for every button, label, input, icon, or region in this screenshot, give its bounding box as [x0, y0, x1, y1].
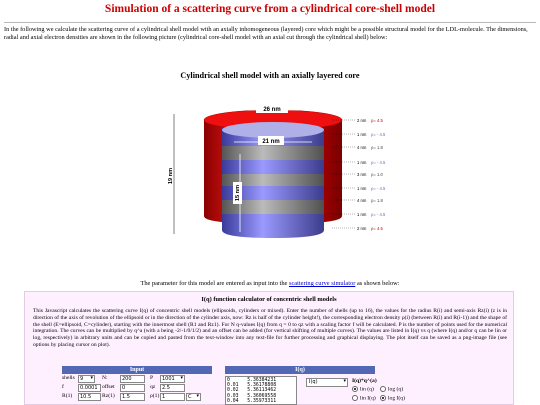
r1-label: R(1) — [62, 393, 73, 399]
layer-thickness-6: 1 nm — [357, 185, 367, 191]
rho1-label: ρ(1) — [150, 393, 160, 399]
f-label: f — [62, 384, 64, 390]
layer-density-2: ρ= - 4.5 — [371, 131, 386, 137]
output-line: 0.03 5.36069558 — [227, 393, 277, 399]
title-divider — [4, 22, 536, 23]
radio-dot[interactable] — [352, 386, 358, 392]
layer-thickness-9: 2 nm — [357, 225, 367, 231]
model-figure-svg — [160, 84, 390, 264]
radio-dot[interactable] — [380, 395, 386, 401]
layer-density-7: ρ= 1.8 — [371, 197, 383, 203]
p-select[interactable]: 1001 ▾ — [160, 375, 185, 383]
output-line: 0.02 5.36113462 — [227, 388, 277, 394]
layer-thickness-4: 1 nm — [357, 159, 367, 165]
scale-header: I(q)*q^(a) — [352, 378, 377, 384]
layer-thickness-8: 1 nm — [357, 211, 367, 217]
dim-core-height-label: 15 nm — [235, 184, 241, 202]
layer-thickness-5: 3 nm — [357, 171, 367, 177]
dim-outer-label: 26 nm — [263, 107, 281, 113]
qz-input[interactable]: 2.5 — [160, 384, 185, 392]
qz-label: qz — [150, 384, 156, 390]
output-header: I(q) — [225, 366, 375, 374]
core-band-1 — [222, 146, 324, 160]
dim-height-label: 19 nm — [168, 167, 174, 185]
shape1-select[interactable]: C ▾ — [186, 393, 201, 401]
layer-thickness-2: 1 nm — [357, 131, 367, 137]
rho1-input[interactable]: 1 — [160, 393, 185, 401]
n-input[interactable]: 200 — [120, 375, 145, 383]
radio-label: log (q) — [388, 386, 404, 393]
radio-dot[interactable] — [352, 395, 358, 401]
input-header: Input — [62, 366, 212, 374]
model-figure — [160, 84, 390, 264]
radio-label: log I(q) — [388, 395, 405, 402]
input-row-1 — [62, 374, 212, 383]
core-top — [222, 122, 324, 138]
layer-density-4: ρ= - 4.5 — [371, 159, 386, 165]
output-line: 0 5.36384231 — [227, 378, 277, 383]
scale-radio-2[interactable] — [380, 386, 403, 392]
shells-label: shells — [62, 375, 75, 381]
layer-thickness-1: 2 nm — [357, 117, 367, 123]
p-label: P — [150, 375, 154, 381]
intro-paragraph: In the following we calculate the scattering curve of a cylindrical shell model with an axially inhomogeneous (layered) core which might be a possible structural model for the LDL-molecule. The dimensions, radial and axial electron densities are shown in the following picture (cylindrical core-shell model with an axial cut through the cylindrical shell) below: — [4, 26, 528, 41]
param-text-before: The parameter for this model are entered as input into the — [140, 280, 289, 287]
plot-select[interactable]: I(q) ▾ — [306, 378, 348, 387]
layer-thickness-3: 4 nm — [357, 144, 367, 150]
input-row-2 — [62, 383, 212, 392]
radio-label: lin I(q) — [360, 395, 376, 402]
param-text-after: as shown below: — [355, 280, 400, 287]
rz1-label: Rz(1) — [102, 393, 115, 399]
input-row-3 — [62, 392, 212, 401]
layer-thickness-7: 4 nm — [357, 197, 367, 203]
scale-radio-1[interactable] — [352, 386, 374, 392]
scale-radio-4[interactable] — [380, 395, 405, 401]
simulator-link[interactable]: scattering curve simulator — [288, 280, 356, 287]
radio-label: lin (q) — [360, 386, 374, 393]
page-title: Simulation of a scattering curve from a cylindrical core-shell model — [104, 3, 436, 15]
calculator-title: I(q) function calculator of concentric shell models — [201, 296, 337, 303]
calculator-description: This Javascript calculates the scattering curve I(q) of concentric shell models (ellipsoids, cylinders or mixed). Enter the number of shells (up to 16), the values for the radius R(i) and semi-axis Rz(i) (z is in direction of the axis of revolution of the ellipsoid or in the direction of the cylinder axis, now: Rz is half of the cylinder height!), the corresponding electron density ρ(i) (between R(i) and R(i-1)) and the shape of the shell (E=ellipsoid, C=cylinder), starting with the innermost shell (R1 and Rz1). For N q-values I(q) from q = 0 to qz with a scaling factor f will be calculated. P is the number of points used for the numerical integration. The curves can be multiplied by q^a (with a being -2/-1/0/1/2) and an offset can be added (for vertical shifting of multiple curves). The values are listed in I(q) vs q (where I(q) and/or q can be lin or log, respectively) in arbitrary units and can be copied and pasted from the text-window into any text-file for further processing and graphical displaying. The plot itself can be saved as a png-image file (see options by placing cursor on plot). — [33, 308, 507, 348]
output-line: 0.01 5.36178808 — [227, 383, 277, 389]
shells-select[interactable]: 9 ▾ — [78, 375, 95, 383]
layer-density-8: ρ= - 4.5 — [371, 211, 386, 217]
param-sentence — [0, 280, 540, 287]
radio-dot[interactable] — [380, 386, 386, 392]
figure-title: Cylindrical shell model with an axially layered core — [180, 71, 360, 80]
offset-input[interactable]: 0 — [120, 384, 145, 392]
f-input[interactable]: 0.0001 — [78, 384, 101, 392]
layer-density-6: ρ= - 4.5 — [371, 185, 386, 191]
layer-density-3: ρ= 1.8 — [371, 144, 383, 150]
output-line: 0.04 5.35973311 — [227, 398, 277, 404]
output-textarea[interactable] — [225, 376, 297, 405]
rz1-input[interactable]: 1.5 — [120, 393, 145, 401]
dim-inner-label: 21 nm — [262, 139, 280, 145]
scale-radio-3[interactable] — [352, 395, 376, 401]
layer-density-9: ρ= 4.5 — [371, 225, 383, 231]
offset-label: offset — [102, 384, 115, 390]
layer-density-1: ρ= 4.5 — [371, 117, 383, 123]
r1-input[interactable]: 10.5 — [78, 393, 101, 401]
n-label: N: — [102, 375, 108, 381]
layer-density-5: ρ= 1.0 — [371, 171, 383, 177]
